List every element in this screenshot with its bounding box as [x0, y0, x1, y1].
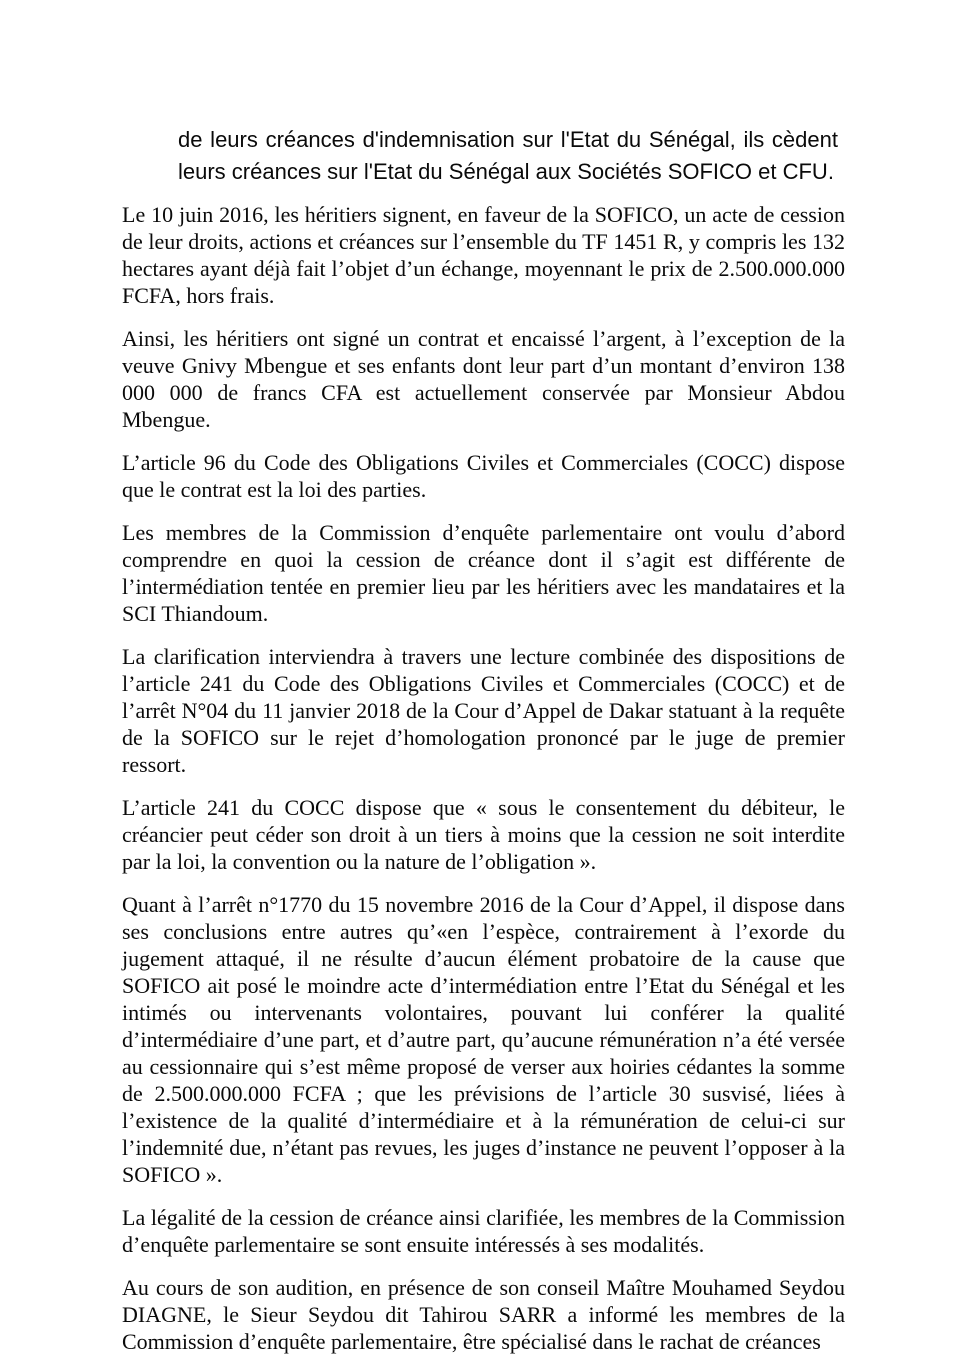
paragraph-1: Le 10 juin 2016, les héritiers signent, en faveur de la SOFICO, un acte de cession de leur droits, actions et créances sur l’ensemble du TF 1451 R, y compris les 132 hectares ayant déjà fait l’objet d’un échange, moyennant le prix de 2.500.000.000 FCFA, hors frais.	[122, 202, 845, 308]
paragraph-8: La légalité de la cession de créance ainsi clarifiée, les membres de la Commission d’enquête parlementaire se sont ensuite intéressés à ses modalités.	[122, 1205, 845, 1257]
paragraph-9: Au cours de son audition, en présence de son conseil Maître Mouhamed Seydou DIAGNE, le Sieur Seydou dit Tahirou SARR a informé les membres de la Commission d’enquête parlementaire, être spécialisé dans le rachat de créances	[122, 1275, 845, 1354]
paragraph-3: L’article 96 du Code des Obligations Civiles et Commerciales (COCC) dispose que le contrat est la loi des parties.	[122, 450, 845, 502]
paragraph-4: Les membres de la Commission d’enquête parlementaire ont voulu d’abord comprendre en quoi la cession de créance dont il s’agit est différente de l’intermédiation tentée en premier lieu par les héritiers avec les mandataires et la SCI Thiandoum.	[122, 520, 845, 626]
heading-line-1: de leurs créances d'indemnisation sur l'Etat du Sénégal, ils cèdent	[178, 127, 838, 152]
paragraph-2: Ainsi, les héritiers ont signé un contrat et encaissé l’argent, à l’exception de la veuve Gnivy Mbengue et ses enfants dont leur part d’un montant d’environ 138 000 000 de francs CFA est actuellement conservée par Monsieur Abdou Mbengue.	[122, 326, 845, 432]
document-body	[122, 201, 845, 1355]
heading-line-2: leurs créances sur l'Etat du Sénégal aux Sociétés SOFICO et CFU.	[178, 159, 834, 184]
paragraph-6: L’article 241 du COCC dispose que « sous le consentement du débiteur, le créancier peut céder son droit à un tiers à moins que la cession ne soit interdite par la loi, la convention ou la nature de l’obligation ».	[122, 795, 845, 874]
continuation-heading	[178, 124, 838, 188]
paragraph-7: Quant à l’arrêt n°1770 du 15 novembre 2016 de la Cour d’Appel, il dispose dans ses conclusions entre autres qu’«en l’espèce, contrairement à l’exorde du jugement attaqué, il ne résulte d’aucun élément probatoire de la cause que SOFICO ait posé le moindre acte d’intermédiation entre l’Etat du Sénégal et les intimés ou intervenants volontaires, pouvant lui conférer la qualité d’intermédiaire d’une part, et d’autre part, qu’aucune rémunération n’a été versée au cessionnaire qui s’est même proposé de verser aux hoiries cédantes la somme de 2.500.000.000 FCFA ; que les prévisions de l’article 30 susvisé, liées à l’existence de la qualité d’intermédiaire et à la rémunération de celui-ci sur l’indemnité due, n’étant pas revues, les juges d’instance ne peuvent l’opposer à la SOFICO ».	[122, 892, 845, 1187]
paragraph-5: La clarification interviendra à travers une lecture combinée des dispositions de l’article 241 du Code des Obligations Civiles et Commerciales (COCC) et de l’arrêt N°04 du 11 janvier 2018 de la Cour d’Appel de Dakar statuant à la requête de la SOFICO sur le rejet d’homologation prononcé par le juge de premier ressort.	[122, 644, 845, 777]
